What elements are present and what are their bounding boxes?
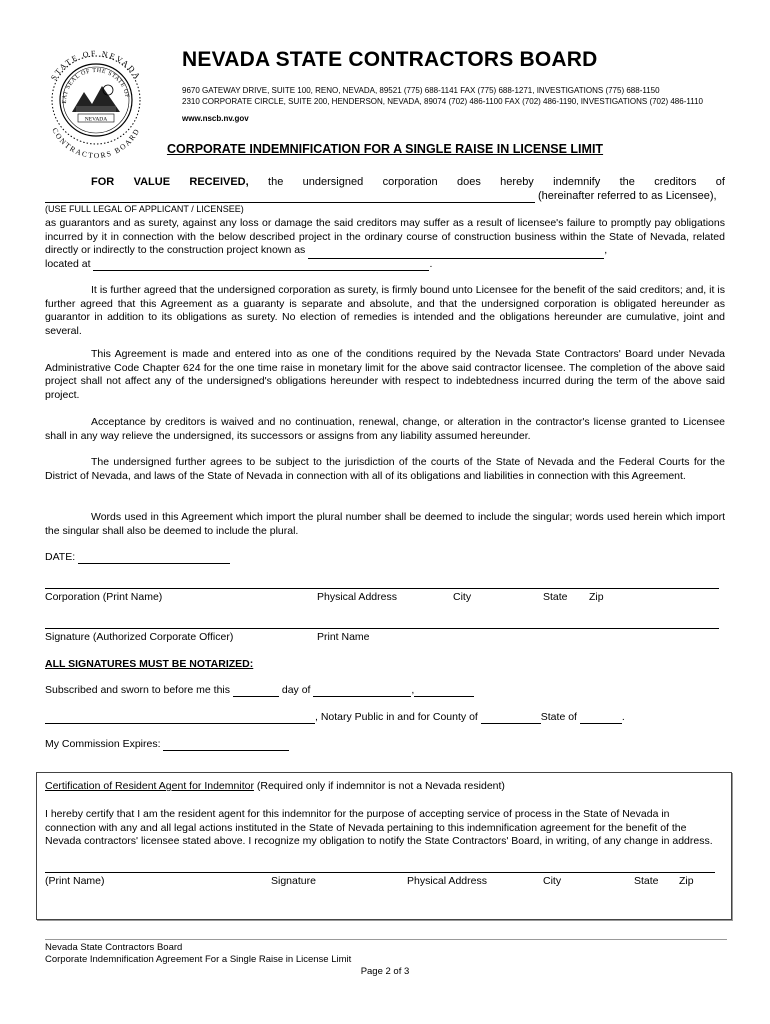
footer-divider xyxy=(45,939,727,940)
seal-outer-text: STATE OF NEVADA xyxy=(49,48,143,82)
date-row: DATE: xyxy=(45,551,230,564)
resident-agent-line[interactable] xyxy=(45,872,715,873)
paragraph-indemnity: as guarantors and as surety, against any loss or damage the said creditors may suffer as a result of licensee's failure to promptly pay obligations incurred by it in connection with the below described project in the ordinary course of construction business within the State of Nevada, related directly or indirectly to the construction project known as , xyxy=(45,217,725,259)
zip-label: Zip xyxy=(589,591,604,603)
seal-banner: NEVADA xyxy=(84,116,108,123)
notary-row: , Notary Public in and for County of State of . xyxy=(45,711,625,724)
agent-state-label: State xyxy=(634,875,659,887)
word: corporation xyxy=(382,176,438,188)
document-title: CORPORATE INDEMNIFICATION FOR A SINGLE RAISE IN LICENSE LIMIT xyxy=(166,142,604,156)
commission-expires-field[interactable] xyxy=(163,738,289,751)
month-field[interactable] xyxy=(313,684,411,697)
seal-bottom-text: CONTRACTORS BOARD xyxy=(50,126,142,160)
paragraph-acceptance: Acceptance by creditors is waived and no continuation, renewal, change, or alteration in the contractor's license granted to Licensee shall in any way relieve the undersigned, its successors or assigns from any liability assumed hereunder. xyxy=(45,416,725,442)
project-location-field[interactable] xyxy=(93,258,429,271)
henderson-address: 2310 CORPORATE CIRCLE, SUITE 200, HENDERSON, NEVADA, 89074 (702) 486-1100 FAX (702) 486-1190, INVESTIGATIONS (702) 486-1110 xyxy=(182,97,703,106)
county-field[interactable] xyxy=(481,711,541,724)
paragraph-plural: Words used in this Agreement which import the plural number shall be deemed to include the singular; words used herein which import the singular shall also be deemed to include the plural. xyxy=(45,511,725,537)
certification-body: I hereby certify that I am the resident agent for this indemnitor for the purpose of accepting service of process in the State of Nevada in connection with any and all legal actions instituted in the State of Nevada pertaining to this indemnification agreement for the benefit of the Nevada contractors' licensee stated above. I recognize my obligation to notify the State Contractors' Board, in writing, of any change in address. xyxy=(45,808,713,848)
word: of xyxy=(715,176,725,188)
paragraph-conditions: This Agreement is made and entered into as one of the conditions required by the Nevada State Contractors' Board under Nevada Administrative Code Chapter 624 for the one time raise in monetary limit for the above said contractor licensee. The completion of the above said project shall not affect any of the undersigned's obligations hereunder with respect to indebtedness incurred during the term of the above said project. xyxy=(45,348,725,401)
signature-label: Signature (Authorized Corporate Officer) xyxy=(45,631,234,643)
word: does xyxy=(456,176,481,188)
opening-line xyxy=(91,176,725,188)
licensee-name-field[interactable] xyxy=(45,202,535,203)
paragraph-jurisdiction: The undersigned further agrees to be subject to the jurisdiction of the courts of the State of Nevada and the Federal Courts for the District of Nevada, and laws of the State of Nevada in connection with all of its obligations and liabilities in connection with this Agreement. xyxy=(45,456,725,482)
notary-name-field[interactable] xyxy=(45,711,315,724)
agent-address-label: Physical Address xyxy=(407,875,487,887)
city-label: City xyxy=(453,591,472,603)
corporation-line[interactable] xyxy=(45,588,719,589)
footer-form-name: Corporate Indemnification Agreement For a Single Raise in License Limit xyxy=(45,954,352,965)
print-name-label: Print Name xyxy=(317,631,370,643)
board-title: NEVADA STATE CONTRACTORS BOARD xyxy=(182,48,598,71)
year-field[interactable] xyxy=(414,684,474,697)
state-label: State xyxy=(543,591,568,603)
subscribed-row: Subscribed and sworn to before me this day of , xyxy=(45,684,474,697)
paragraph-guaranty: It is further agreed that the undersigned corporation as surety, is firmly bound unto Licensee for the benefit of the said creditors; and, it is further agreed that this Agreement as a guaranty is separate and absolute, and that the undersigned corporation is obligated hereunder as guarantor in addition to its obligations as surety. No election of remedies is intended and the obligations hereunder are cumulative, joint and several. xyxy=(45,284,725,337)
day-field[interactable] xyxy=(233,684,279,697)
use-full-legal-note: (USE FULL LEGAL OF APPLICANT / LICENSEE) xyxy=(45,204,244,214)
located-at-row: located at . xyxy=(45,258,433,270)
website-link[interactable]: www.nscb.nv.gov xyxy=(182,114,249,123)
word: creditors xyxy=(654,176,697,188)
word: undersigned xyxy=(302,176,364,188)
physical-address-label: Physical Address xyxy=(317,591,397,603)
seal-inner-text: EAT SEAL OF THE STATE OF xyxy=(61,67,130,104)
agent-zip-label: Zip xyxy=(679,875,694,887)
date-field[interactable] xyxy=(78,551,230,564)
word: indemnify xyxy=(553,176,601,188)
hereinafter-text: (hereinafter referred to as Licensee), xyxy=(538,190,717,202)
agent-signature-label: Signature xyxy=(271,875,316,887)
certification-heading: Certification of Resident Agent for Indemnitor xyxy=(45,780,254,792)
commission-row: My Commission Expires: xyxy=(45,738,289,751)
word: FOR xyxy=(91,176,115,188)
page-number: Page 2 of 3 xyxy=(360,966,410,977)
word: VALUE xyxy=(133,176,171,188)
word: hereby xyxy=(500,176,534,188)
signature-line[interactable] xyxy=(45,628,719,629)
project-name-field[interactable] xyxy=(308,244,604,259)
notarized-notice: ALL SIGNATURES MUST BE NOTARIZED: xyxy=(45,658,254,670)
svg-text:STATE OF NEVADA xyxy=(49,49,143,82)
word: the xyxy=(268,176,284,188)
corporation-label: Corporation (Print Name) xyxy=(45,591,163,603)
agent-city-label: City xyxy=(543,875,562,887)
agent-print-name-label: (Print Name) xyxy=(45,875,105,887)
certification-note: (Required only if indemnitor is not a Nevada resident) xyxy=(253,780,505,792)
notary-state-field[interactable] xyxy=(580,711,622,724)
footer-board-name: Nevada State Contractors Board xyxy=(45,942,183,953)
word: the xyxy=(619,176,635,188)
reno-address: 9670 GATEWAY DRIVE, SUITE 100, RENO, NEVADA, 89521 (775) 688-1141 FAX (775) 688-1271, INVESTIGATIONS (775) 688-1150 xyxy=(182,86,660,95)
certification-heading-row xyxy=(45,780,505,792)
word: RECEIVED, xyxy=(189,176,249,188)
